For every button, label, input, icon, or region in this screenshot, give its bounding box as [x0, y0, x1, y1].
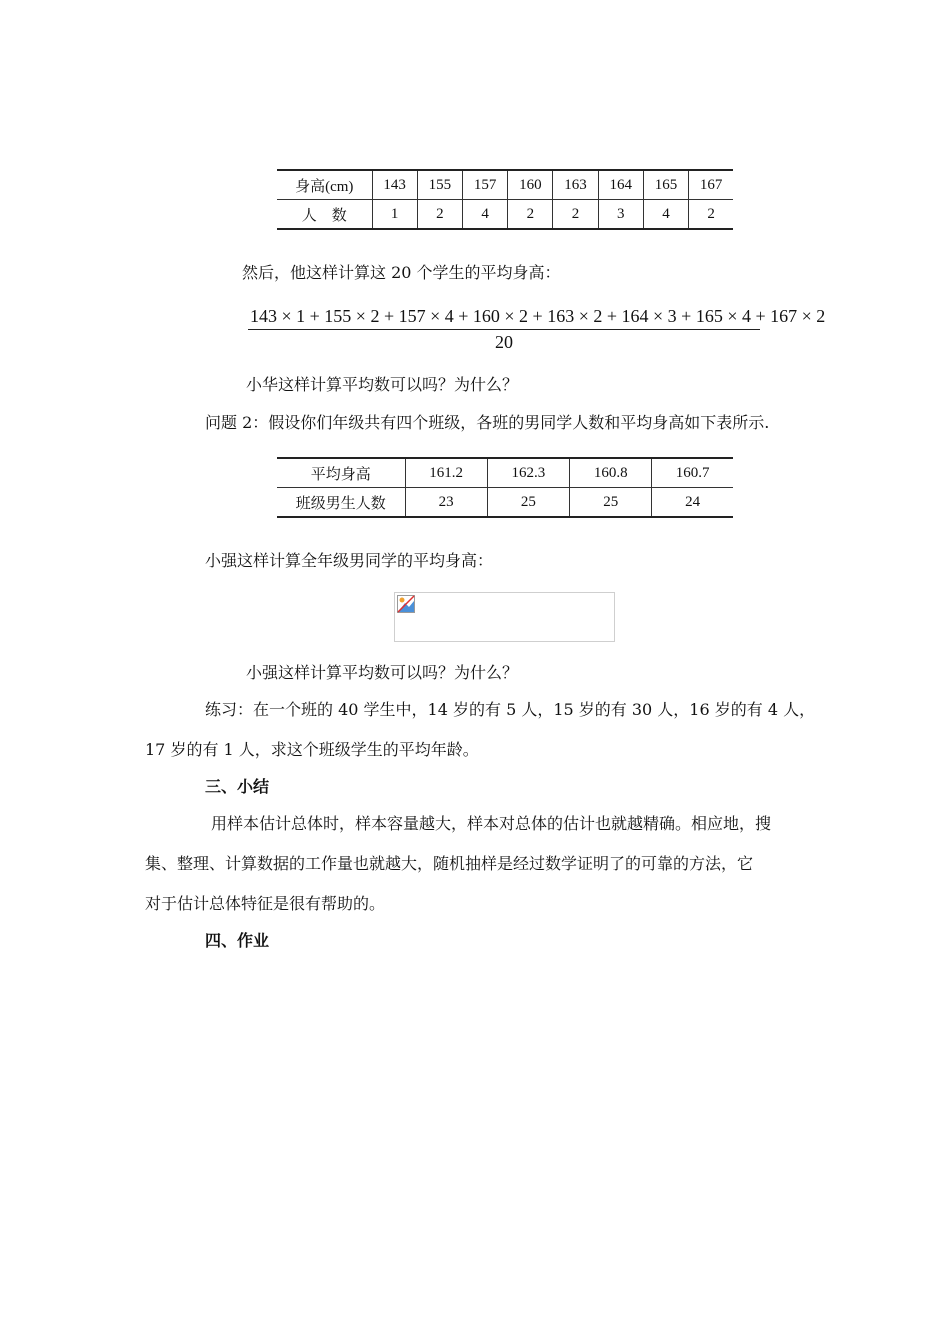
table-cell: 165 — [643, 170, 688, 200]
table-cell: 160 — [508, 170, 553, 200]
table-header-cell: 身高(cm) — [277, 170, 372, 200]
table-header-cell: 人 数 — [277, 200, 372, 230]
average-formula — [248, 306, 826, 353]
table-cell: 25 — [487, 488, 569, 518]
table-cell: 4 — [643, 200, 688, 230]
table-cell: 2 — [508, 200, 553, 230]
table-cell: 167 — [689, 170, 733, 200]
table-cell: 143 — [372, 170, 417, 200]
class-height-table — [277, 457, 733, 518]
broken-image-icon — [397, 595, 415, 613]
formula-denominator: 20 — [495, 332, 513, 352]
summary-line-1: 用样本估计总体时，样本容量越大，样本对总体的估计也就越精确。相应地，搜 — [211, 814, 772, 833]
table-header-cell: 平均身高 — [277, 458, 405, 488]
table-cell: 164 — [598, 170, 643, 200]
table-cell: 2 — [417, 200, 462, 230]
broken-image-placeholder — [394, 592, 615, 642]
table-cell: 160.7 — [652, 458, 733, 488]
exercise-line-2: 17 岁的有 1 人，求这个班级学生的平均年龄。 — [145, 740, 479, 759]
table-cell: 1 — [372, 200, 417, 230]
table-cell: 25 — [570, 488, 652, 518]
summary-line-2: 集、整理、计算数据的工作量也就越大，随机抽样是经过数学证明了的可靠的方法，它 — [145, 854, 754, 873]
paragraph-xiaoqiang: 小强这样计算全年级男同学的平均身高： — [205, 551, 494, 570]
question-xiaohua: 小华这样计算平均数可以吗？为什么？ — [246, 375, 519, 394]
table-cell: 155 — [417, 170, 462, 200]
table-cell: 162.3 — [487, 458, 569, 488]
question-xiaoqiang: 小强这样计算平均数可以吗？为什么？ — [246, 663, 519, 682]
paragraph-then: 然后，他这样计算这 20 个学生的平均身高： — [242, 263, 561, 282]
table-row — [277, 170, 733, 200]
table-cell: 23 — [405, 488, 487, 518]
table-cell: 2 — [689, 200, 733, 230]
table-cell: 4 — [462, 200, 507, 230]
exercise-line-1: 练习：在一个班的 40 学生中，14 岁的有 5 人，15 岁的有 30 人，16 岁的有 4 人， — [205, 700, 816, 719]
table-header-cell: 班级男生人数 — [277, 488, 405, 518]
summary-line-3: 对于估计总体特征是很有帮助的。 — [145, 894, 386, 913]
table-cell: 157 — [462, 170, 507, 200]
table-row — [277, 200, 733, 230]
table-cell: 3 — [598, 200, 643, 230]
table-row — [277, 488, 733, 518]
table-cell: 161.2 — [405, 458, 487, 488]
table-cell: 2 — [553, 200, 598, 230]
formula-numerator: 143 × 1 + 155 × 2 + 157 × 4 + 160 × 2 + 163 × 2 + 164 × 3 + 165 × 4 + 167 × 2 — [248, 306, 760, 330]
problem-2: 问题 2：假设你们年级共有四个班级，各班的男同学人数和平均身高如下表所示. — [205, 413, 770, 432]
table-row — [277, 458, 733, 488]
height-count-table — [277, 169, 733, 230]
section-4-heading: 四、作业 — [205, 931, 270, 950]
section-3-heading: 三、小结 — [205, 777, 270, 796]
table-cell: 163 — [553, 170, 598, 200]
table-cell: 160.8 — [570, 458, 652, 488]
table-cell: 24 — [652, 488, 733, 518]
